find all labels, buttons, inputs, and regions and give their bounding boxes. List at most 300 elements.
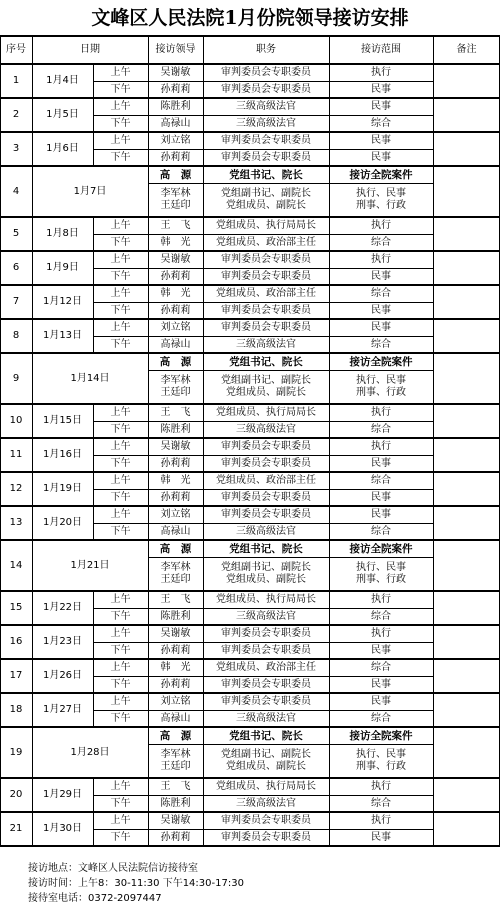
grid-line (32, 285, 33, 319)
leader-name: 王 飞 (160, 593, 191, 605)
leader-position: 审判委员会专职委员 (221, 644, 311, 656)
leader-name: 李军林 王廷印 (160, 749, 191, 772)
visit-scope: 民事 (371, 321, 391, 333)
grid-line (433, 353, 434, 404)
grid-line (0, 319, 1, 353)
day-number: 10 (9, 415, 23, 426)
time-slot: 下午 (110, 491, 131, 503)
grid-line (32, 625, 33, 659)
visit-scope: 执行 (371, 780, 391, 792)
page-title: 文峰区人民法院1月份院领导接访安排 (91, 7, 409, 29)
time-slot: 上午 (110, 508, 131, 520)
grid-line (32, 472, 33, 506)
grid-line (148, 64, 149, 98)
grid-line (32, 727, 33, 778)
grid-line (93, 676, 433, 677)
grid-line (203, 659, 204, 693)
day-date: 1月27日 (42, 704, 83, 715)
day-date: 1月29日 (42, 789, 83, 800)
visit-scope: 民事 (371, 457, 391, 469)
time-slot: 上午 (110, 100, 131, 112)
time-slot: 下午 (110, 83, 131, 95)
visit-scope: 综合 (371, 525, 391, 537)
visit-scope: 执行 (371, 627, 391, 639)
grid-line (32, 812, 33, 846)
day-number: 7 (12, 296, 20, 307)
grid-line (203, 98, 204, 132)
grid-line (93, 438, 94, 472)
grid-line (0, 659, 1, 693)
visit-scope: 执行 (371, 440, 391, 452)
visit-scope: 民事 (371, 134, 391, 146)
grid-line (203, 404, 204, 438)
day-number: 4 (12, 185, 20, 197)
remark (433, 98, 500, 132)
leader-position: 党组成员、执行局局长 (216, 219, 316, 231)
leader-name: 陈胜利 (160, 797, 191, 809)
grid-line (329, 319, 330, 353)
remark (433, 438, 500, 472)
visit-hours: 接访时间：上午8：30-11:30 下午14:30-17:30 (28, 878, 244, 889)
grid-line (32, 438, 33, 472)
grid-line (433, 506, 434, 540)
grid-line (93, 149, 433, 150)
leader-name: 高 源 (159, 355, 192, 368)
grid-line (32, 98, 33, 132)
grid-line (329, 812, 330, 846)
leader-name: 孙莉莉 (160, 83, 191, 95)
leader-position: 审判委员会专职委员 (221, 508, 311, 520)
grid-line (148, 404, 149, 438)
leader-name: 吴谢敏 (160, 66, 191, 78)
visit-scope: 综合 (371, 474, 391, 486)
leader-position: 三级高级法官 (236, 423, 296, 435)
leader-name: 高 源 (159, 542, 192, 555)
day-date: 1月9日 (46, 262, 79, 273)
grid-line (329, 625, 330, 659)
leader-name: 孙莉莉 (160, 270, 191, 282)
grid-line (0, 132, 1, 166)
grid-line (93, 778, 94, 812)
leader-name: 孙莉莉 (160, 304, 191, 316)
grid-line (329, 778, 330, 812)
leader-name: 高 源 (159, 729, 192, 742)
visit-scope: 综合 (371, 712, 391, 724)
day-date: 1月20日 (42, 517, 83, 528)
leader-name: 韩 光 (160, 474, 191, 486)
leader-position: 党组成员、政治部主任 (216, 474, 316, 486)
grid-line (32, 319, 33, 353)
grid-line (329, 285, 330, 319)
grid-line (93, 319, 94, 353)
leader-name: 刘立铭 (160, 695, 191, 707)
grid-line (433, 64, 434, 98)
time-slot: 下午 (110, 678, 131, 690)
grid-line (0, 166, 1, 217)
leader-name: 高禄山 (160, 712, 191, 724)
grid-line (433, 591, 434, 625)
grid-line (148, 132, 149, 166)
time-slot: 下午 (110, 151, 131, 163)
remark (433, 727, 500, 778)
day-number: 11 (9, 449, 23, 460)
grid-line (433, 98, 434, 132)
grid-line (148, 353, 149, 404)
grid-line (433, 625, 434, 659)
grid-line (32, 251, 33, 285)
visit-scope: 执行 (371, 406, 391, 418)
grid-line (148, 319, 149, 353)
grid-line (93, 523, 433, 524)
grid-line (329, 217, 330, 251)
visit-scope: 接访全院案件 (349, 168, 413, 181)
grid-line (148, 438, 149, 472)
leader-name: 高禄山 (160, 338, 191, 350)
visit-scope: 综合 (371, 236, 391, 248)
time-slot: 上午 (110, 287, 131, 299)
grid-line (93, 217, 94, 251)
grid-line (433, 132, 434, 166)
visit-location: 接访地点：文峰区人民法院信访接待室 (28, 863, 198, 874)
leader-name: 高 源 (159, 168, 192, 181)
leader-name: 王 飞 (160, 780, 191, 792)
grid-line (203, 727, 204, 778)
day-date: 1月12日 (42, 296, 83, 307)
grid-line (93, 132, 94, 166)
time-slot: 上午 (110, 474, 131, 486)
grid-line (433, 540, 434, 591)
grid-line (203, 506, 204, 540)
day-number: 3 (12, 143, 20, 154)
leader-name: 陈胜利 (160, 610, 191, 622)
grid-line (148, 727, 149, 778)
time-slot: 上午 (110, 627, 131, 639)
grid-line (329, 693, 330, 727)
grid-line (433, 727, 434, 778)
grid-line (0, 217, 1, 251)
grid-line (148, 98, 149, 132)
grid-line (0, 812, 1, 846)
grid-line (148, 36, 149, 64)
remark (433, 166, 500, 217)
leader-name: 韩 光 (160, 236, 191, 248)
day-number: 13 (9, 517, 23, 528)
remark (433, 778, 500, 812)
visit-scope: 执行、民事 刑事、行政 (356, 749, 406, 772)
leader-position: 三级高级法官 (236, 525, 296, 537)
grid-line (93, 285, 94, 319)
grid-line (203, 217, 204, 251)
grid-line (32, 166, 33, 217)
leader-name: 高禄山 (160, 117, 191, 129)
leader-name: 吴谢敏 (160, 814, 191, 826)
header-no: 序号 (6, 44, 26, 55)
leader-position: 三级高级法官 (236, 117, 296, 129)
grid-line (329, 727, 330, 778)
visit-scope: 民事 (371, 491, 391, 503)
leader-name: 孙莉莉 (160, 644, 191, 656)
leader-position: 审判委员会专职委员 (221, 321, 311, 333)
leader-position: 党组书记、院长 (229, 168, 303, 181)
time-slot: 上午 (110, 814, 131, 826)
visit-scope: 民事 (371, 270, 391, 282)
grid-line (203, 540, 204, 591)
time-slot: 上午 (110, 219, 131, 231)
leader-position: 审判委员会专职委员 (221, 253, 311, 265)
leader-position: 审判委员会专职委员 (221, 457, 311, 469)
grid-line (32, 404, 33, 438)
day-number: 12 (9, 483, 23, 494)
day-date: 1月4日 (46, 75, 79, 86)
day-date: 1月7日 (73, 185, 107, 197)
grid-line (0, 64, 1, 98)
grid-line (203, 285, 204, 319)
leader-position: 党组成员、政治部主任 (216, 287, 316, 299)
grid-line (93, 625, 94, 659)
day-date: 1月16日 (42, 449, 83, 460)
time-slot: 下午 (110, 304, 131, 316)
remark (433, 591, 500, 625)
header-remark: 备注 (456, 44, 477, 55)
leader-name: 吴谢敏 (160, 627, 191, 639)
grid-line (0, 506, 1, 540)
day-date: 1月14日 (70, 372, 110, 384)
grid-line (0, 353, 1, 404)
grid-line (93, 472, 94, 506)
header-leader: 接访领导 (155, 44, 196, 55)
grid-line (0, 625, 1, 659)
grid-line (93, 795, 433, 796)
visit-scope: 执行 (371, 593, 391, 605)
grid-line (203, 438, 204, 472)
grid-line (0, 845, 500, 847)
grid-line (93, 693, 94, 727)
leader-name: 韩 光 (160, 287, 191, 299)
time-slot: 上午 (110, 661, 131, 673)
grid-line (32, 778, 33, 812)
remark (433, 404, 500, 438)
grid-line (93, 455, 433, 456)
leader-position: 审判委员会专职委员 (221, 678, 311, 690)
grid-line (329, 659, 330, 693)
day-number: 14 (9, 559, 23, 571)
day-date: 1月19日 (42, 483, 83, 494)
grid-line (93, 115, 433, 116)
leader-position: 三级高级法官 (236, 338, 296, 350)
visit-scope: 综合 (371, 338, 391, 350)
leader-name: 陈胜利 (160, 423, 191, 435)
grid-line (148, 472, 149, 506)
remark (433, 693, 500, 727)
leader-position: 审判委员会专职委员 (221, 83, 311, 95)
leader-name: 孙莉莉 (160, 831, 191, 843)
time-slot: 下午 (110, 457, 131, 469)
time-slot: 下午 (110, 831, 131, 843)
leader-name: 李军林 王廷印 (160, 562, 191, 585)
day-number: 2 (12, 109, 20, 120)
leader-position: 审判委员会专职委员 (221, 151, 311, 163)
day-date: 1月21日 (70, 559, 110, 571)
grid-line (148, 812, 149, 846)
grid-line (0, 251, 1, 285)
grid-line (433, 319, 434, 353)
remark (433, 285, 500, 319)
grid-line (32, 506, 33, 540)
grid-line (329, 251, 330, 285)
leader-position: 审判委员会专职委员 (221, 491, 311, 503)
visit-scope: 综合 (371, 287, 391, 299)
leader-name: 王 飞 (160, 219, 191, 231)
visit-scope: 民事 (371, 644, 391, 656)
grid-line (93, 98, 94, 132)
grid-line (329, 166, 330, 217)
grid-line (203, 778, 204, 812)
leader-position: 三级高级法官 (236, 610, 296, 622)
grid-line (93, 81, 433, 82)
time-slot: 下午 (110, 338, 131, 350)
leader-position: 党组成员、执行局局长 (216, 406, 316, 418)
grid-line (148, 540, 149, 591)
visit-scope: 执行 (371, 219, 391, 231)
visit-scope: 民事 (371, 678, 391, 690)
grid-line (148, 744, 433, 745)
time-slot: 上午 (110, 780, 131, 792)
grid-line (433, 36, 434, 64)
visit-scope: 综合 (371, 661, 391, 673)
grid-line (433, 812, 434, 846)
time-slot: 上午 (110, 253, 131, 265)
remark (433, 472, 500, 506)
time-slot: 下午 (110, 610, 131, 622)
leader-name: 刘立铭 (160, 134, 191, 146)
grid-line (433, 778, 434, 812)
grid-line (93, 421, 433, 422)
leader-position: 党组成员、政治部主任 (216, 661, 316, 673)
remark (433, 132, 500, 166)
grid-line (329, 98, 330, 132)
grid-line (148, 693, 149, 727)
grid-line (93, 234, 433, 235)
grid-line (433, 659, 434, 693)
visit-scope: 民事 (371, 508, 391, 520)
grid-line (93, 812, 94, 846)
leader-position: 审判委员会专职委员 (221, 304, 311, 316)
grid-line (0, 404, 1, 438)
leader-position: 审判委员会专职委员 (221, 440, 311, 452)
grid-line (148, 217, 149, 251)
visit-scope: 执行 (371, 814, 391, 826)
grid-line (329, 472, 330, 506)
grid-line (329, 540, 330, 591)
time-slot: 下午 (110, 712, 131, 724)
grid-line (93, 489, 433, 490)
grid-line (0, 35, 500, 37)
time-slot: 下午 (110, 270, 131, 282)
leader-name: 高禄山 (160, 525, 191, 537)
remark (433, 64, 500, 98)
grid-line (329, 438, 330, 472)
remark (433, 506, 500, 540)
grid-line (148, 251, 149, 285)
leader-name: 李军林 王廷印 (160, 188, 191, 211)
grid-line (148, 285, 149, 319)
time-slot: 上午 (110, 440, 131, 452)
visit-scope: 民事 (371, 304, 391, 316)
grid-line (32, 540, 33, 591)
day-number: 16 (9, 636, 23, 647)
grid-line (148, 370, 433, 371)
visit-scope: 接访全院案件 (349, 355, 413, 368)
grid-line (203, 64, 204, 98)
remark (433, 353, 500, 404)
header-scope: 接访范围 (361, 44, 401, 55)
leader-position: 三级高级法官 (236, 100, 296, 112)
leader-name: 王 飞 (160, 406, 191, 418)
day-number: 5 (12, 228, 20, 239)
visit-scope: 执行、民事 刑事、行政 (356, 562, 406, 585)
grid-line (0, 98, 1, 132)
time-slot: 下午 (110, 423, 131, 435)
grid-line (203, 472, 204, 506)
grid-line (433, 438, 434, 472)
visit-scope: 接访全院案件 (349, 542, 413, 555)
leader-name: 刘立铭 (160, 321, 191, 333)
grid-line (433, 217, 434, 251)
grid-line (433, 251, 434, 285)
grid-line (329, 36, 330, 64)
grid-line (203, 319, 204, 353)
leader-position: 党组副书记、副院长 党组成员、副院长 (221, 188, 311, 211)
grid-line (32, 217, 33, 251)
day-date: 1月6日 (46, 143, 79, 154)
day-number: 20 (9, 789, 23, 800)
leader-position: 党组副书记、副院长 党组成员、副院长 (221, 375, 311, 398)
grid-line (329, 404, 330, 438)
leader-position: 党组成员、执行局局长 (216, 593, 316, 605)
leader-name: 陈胜利 (160, 100, 191, 112)
leader-position: 党组成员、执行局局长 (216, 780, 316, 792)
grid-line (203, 251, 204, 285)
leader-name: 孙莉莉 (160, 151, 191, 163)
remark (433, 217, 500, 251)
grid-line (148, 183, 433, 184)
grid-line (329, 353, 330, 404)
day-number: 17 (9, 670, 23, 681)
grid-line (329, 591, 330, 625)
grid-line (32, 353, 33, 404)
grid-line (433, 166, 434, 217)
visit-scope: 综合 (371, 117, 391, 129)
grid-line (93, 829, 433, 830)
leader-position: 三级高级法官 (236, 797, 296, 809)
leader-name: 韩 光 (160, 661, 191, 673)
day-number: 9 (12, 372, 20, 384)
remark (433, 540, 500, 591)
grid-line (148, 659, 149, 693)
visit-scope: 综合 (371, 610, 391, 622)
time-slot: 上午 (110, 321, 131, 333)
leader-position: 审判委员会专职委员 (221, 695, 311, 707)
day-number: 1 (12, 75, 20, 86)
leader-name: 吴谢敏 (160, 253, 191, 265)
time-slot: 下午 (110, 644, 131, 656)
visit-scope: 民事 (371, 831, 391, 843)
day-date: 1月22日 (42, 602, 83, 613)
grid-line (148, 591, 149, 625)
leader-position: 审判委员会专职委员 (221, 627, 311, 639)
grid-line (32, 132, 33, 166)
visit-scope: 执行、民事 刑事、行政 (356, 188, 406, 211)
